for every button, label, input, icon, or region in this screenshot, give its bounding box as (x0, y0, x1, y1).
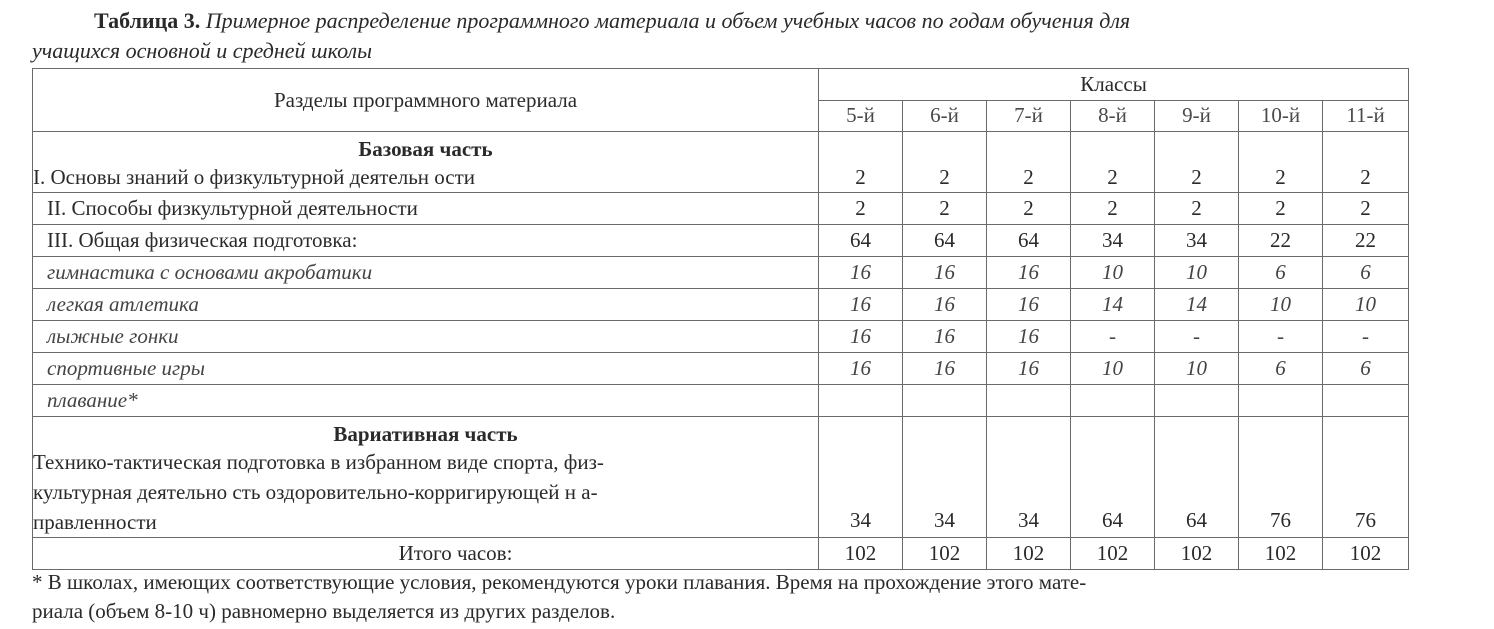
hours-cell: 2 (1071, 132, 1155, 193)
hours-cell (1239, 385, 1323, 417)
table-row (33, 132, 1409, 193)
row-label: гимнастика с основами акробатики (33, 257, 819, 289)
grade-header-cell: 11-й (1323, 100, 1409, 132)
table-row (33, 385, 1409, 417)
hours-cell: 34 (1071, 225, 1155, 257)
hours-cell: 14 (1155, 289, 1239, 321)
table-row (33, 257, 1409, 289)
hours-cell: 6 (1323, 257, 1409, 289)
hours-cell: 2 (1239, 132, 1323, 193)
hours-cell: 34 (1155, 225, 1239, 257)
hours-cell: 10 (1155, 353, 1239, 385)
hours-cell: 64 (903, 225, 987, 257)
hours-cell: 34 (819, 417, 903, 538)
hours-cell: 64 (987, 225, 1071, 257)
hours-cell: 16 (903, 321, 987, 353)
grade-header-cell: 9-й (1155, 100, 1239, 132)
footnote-line2: риала (объем 8-10 ч) равномерно выделяется из других разделов. (32, 599, 616, 623)
row-label: лыжные гонки (33, 321, 819, 353)
hours-cell: 16 (987, 353, 1071, 385)
total-hours-cell: 102 (1239, 538, 1323, 570)
total-hours-cell: 102 (903, 538, 987, 570)
row-label: спортивные игры (33, 353, 819, 385)
header-classes: Классы (819, 69, 1409, 101)
hours-cell: 2 (903, 132, 987, 193)
hours-cell (819, 385, 903, 417)
grade-header-cell: 10-й (1239, 100, 1323, 132)
hours-cell: 10 (1239, 289, 1323, 321)
hours-cell: - (1239, 321, 1323, 353)
footnote-line1: * В школах, имеющих соответствующие условия, рекомендуются уроки плавания. Время на прохождение этого мате- (32, 570, 1087, 594)
hours-cell: 64 (1071, 417, 1155, 538)
hours-cell: 34 (987, 417, 1071, 538)
hours-cell: 10 (1323, 289, 1409, 321)
hours-cell: 34 (903, 417, 987, 538)
hours-cell: 16 (987, 257, 1071, 289)
grade-header-cell: 5-й (819, 100, 903, 132)
caption-text-line1: Примерное распределение программного материала и объем учебных часов по годам обучения для (205, 8, 1131, 33)
grade-header-cell: 6-й (903, 100, 987, 132)
hours-cell: 16 (903, 289, 987, 321)
row-label: плавание* (33, 385, 819, 417)
hours-table (32, 68, 1409, 570)
table-row (33, 321, 1409, 353)
hours-cell: 22 (1239, 225, 1323, 257)
caption-text-line2: учащихся основной и средней школы (32, 38, 373, 63)
variative-row (33, 417, 1409, 538)
hours-cell (1155, 385, 1239, 417)
hours-cell: 76 (1323, 417, 1409, 538)
row-label-text: I. Основы знаний о физкультурной деятельн ости (33, 165, 476, 189)
hours-cell: 16 (903, 353, 987, 385)
header-sections: Разделы программного материала (33, 69, 819, 132)
total-row (33, 538, 1409, 570)
grade-header-cell: 7-й (987, 100, 1071, 132)
hours-cell: 2 (819, 132, 903, 193)
hours-cell: 76 (1239, 417, 1323, 538)
total-label: Итого часов: (33, 538, 819, 570)
hours-cell: 64 (1155, 417, 1239, 538)
hours-cell: 2 (903, 193, 987, 225)
table-row (33, 193, 1409, 225)
table-row (33, 289, 1409, 321)
total-hours-cell: 102 (987, 538, 1071, 570)
hours-cell: 16 (903, 257, 987, 289)
hours-cell (1323, 385, 1409, 417)
hours-cell: 2 (1239, 193, 1323, 225)
hours-cell: 14 (1071, 289, 1155, 321)
hours-cell: 16 (987, 289, 1071, 321)
hours-cell: 2 (1071, 193, 1155, 225)
table-row (33, 225, 1409, 257)
caption-label: Таблица 3. (94, 8, 201, 33)
hours-cell: 16 (819, 289, 903, 321)
hours-cell: 10 (1071, 257, 1155, 289)
hours-cell: 6 (1323, 353, 1409, 385)
hours-cell: 2 (987, 132, 1071, 193)
hours-cell: 16 (819, 353, 903, 385)
total-hours-cell: 102 (1323, 538, 1409, 570)
hours-cell: 2 (1155, 193, 1239, 225)
hours-cell: 6 (1239, 257, 1323, 289)
variative-text-line: культурная деятельно сть оздоровительно-корригирующей н а- (33, 480, 598, 504)
total-hours-cell: 102 (1155, 538, 1239, 570)
variative-part-title: Вариативная часть (333, 422, 518, 446)
hours-cell (903, 385, 987, 417)
total-hours-cell: 102 (1071, 538, 1155, 570)
hours-cell: 10 (1071, 353, 1155, 385)
hours-cell: 16 (819, 257, 903, 289)
grade-header-cell: 8-й (1071, 100, 1155, 132)
hours-cell: 2 (1323, 193, 1409, 225)
hours-cell: - (1323, 321, 1409, 353)
row-label (33, 132, 819, 193)
hours-cell: 2 (1323, 132, 1409, 193)
hours-cell: 22 (1323, 225, 1409, 257)
hours-cell: - (1071, 321, 1155, 353)
variative-text-line: Технико-тактическая подготовка в избранном виде спорта, физ- (33, 450, 604, 474)
variative-text-line: правленности (33, 510, 157, 534)
hours-cell (987, 385, 1071, 417)
hours-cell: 2 (1155, 132, 1239, 193)
variative-label (33, 417, 819, 538)
row-label: III. Общая физическая подготовка: (33, 225, 819, 257)
row-label: II. Способы физкультурной деятельности (33, 193, 819, 225)
hours-cell (1071, 385, 1155, 417)
hours-cell: 2 (819, 193, 903, 225)
hours-cell: 10 (1155, 257, 1239, 289)
footnote (32, 568, 1472, 626)
hours-cell: - (1155, 321, 1239, 353)
hours-cell: 2 (987, 193, 1071, 225)
table-row (33, 353, 1409, 385)
row-label: легкая атлетика (33, 289, 819, 321)
table-caption (32, 6, 1472, 66)
basic-part-title: Базовая часть (358, 137, 493, 161)
hours-cell: 16 (819, 321, 903, 353)
total-hours-cell: 102 (819, 538, 903, 570)
hours-cell: 64 (819, 225, 903, 257)
table-body (33, 132, 1409, 570)
hours-cell: 6 (1239, 353, 1323, 385)
hours-cell: 16 (987, 321, 1071, 353)
